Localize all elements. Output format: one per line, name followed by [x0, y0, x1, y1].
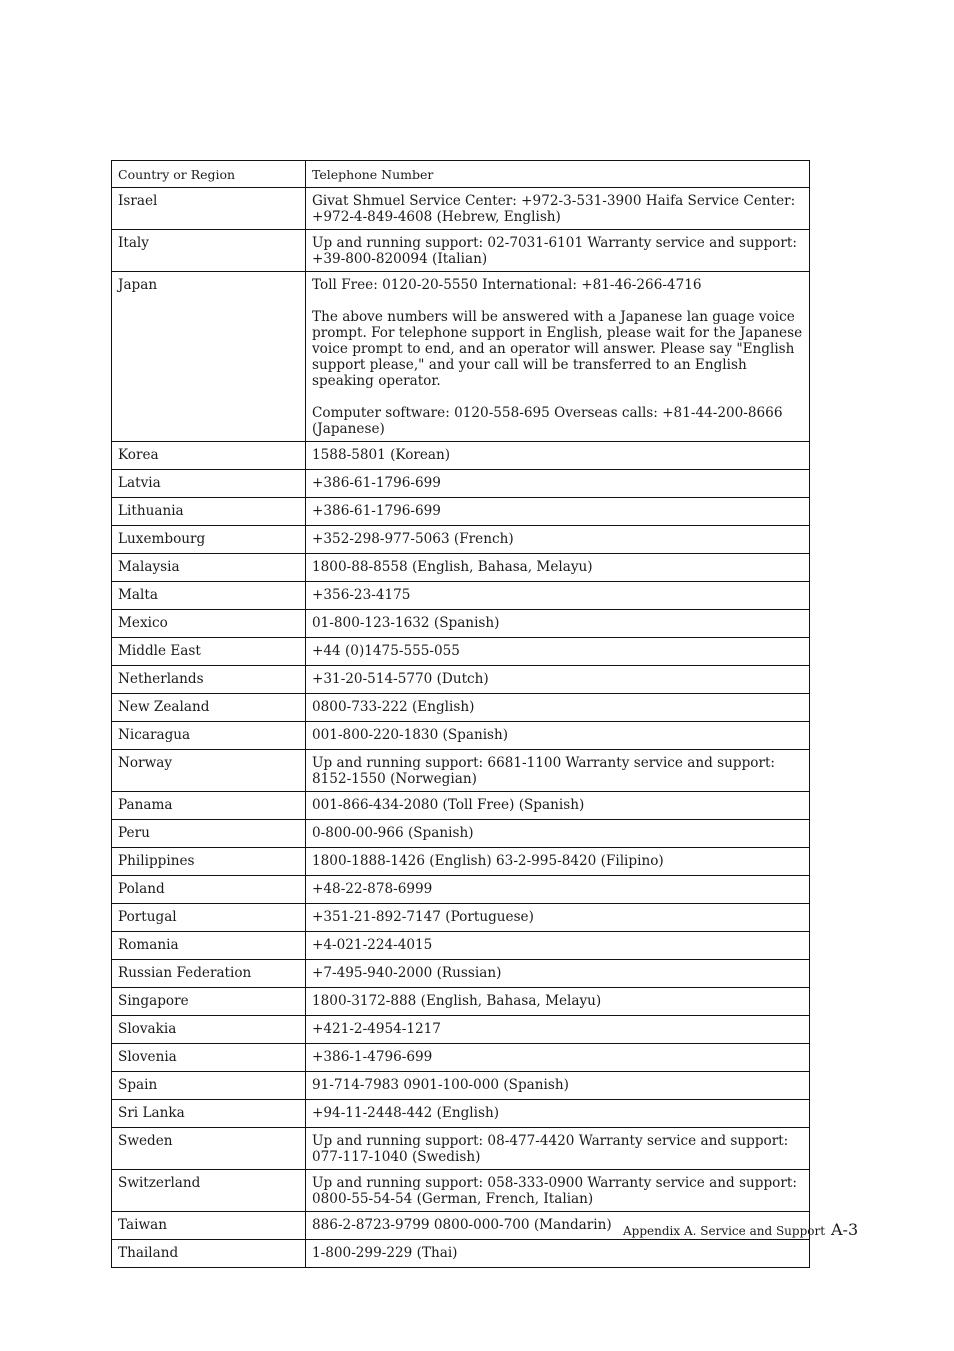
table-row: [112, 694, 810, 722]
phone-cell: [306, 1128, 810, 1170]
table-row: [112, 582, 810, 610]
country-cell: Mexico: [112, 610, 306, 638]
table-row: [112, 1044, 810, 1072]
phone-text: 1588-5801 (Korean): [312, 447, 451, 463]
country-cell: Taiwan: [112, 1212, 306, 1240]
phone-text: Up and running support: 058-333-0900 Warranty service and support: 0800-55-54-54 (German, French, Italian): [312, 1175, 797, 1207]
phone-text: Up and running support: 08-477-4420 Warranty service and support: 077-117-1040 (Swedish): [312, 1133, 789, 1165]
column-header-phone: Telephone Number: [306, 161, 810, 188]
phone-cell: [306, 960, 810, 988]
phone-text: 0800-733-222 (English): [312, 699, 475, 715]
phone-text: 1800-88-8558 (English, Bahasa, Melayu): [312, 559, 593, 575]
table-row: [112, 1100, 810, 1128]
table-row: [112, 750, 810, 792]
table-row: [112, 442, 810, 470]
phone-text: +94-11-2448-442 (English): [312, 1105, 500, 1121]
phone-text: +421-2-4954-1217: [312, 1021, 441, 1037]
table-row: [112, 904, 810, 932]
table-row: [112, 876, 810, 904]
phone-cell: [306, 792, 810, 820]
phone-cell: [306, 988, 810, 1016]
country-cell: Philippines: [112, 848, 306, 876]
phone-text: +48-22-878-6999: [312, 881, 433, 897]
country-cell: Peru: [112, 820, 306, 848]
country-cell: Singapore: [112, 988, 306, 1016]
table-row: [112, 272, 810, 442]
phone-text: +31-20-514-5770 (Dutch): [312, 671, 489, 687]
table-row: [112, 960, 810, 988]
phone-text: +44 (0)1475-555-055: [312, 643, 460, 659]
country-cell: Poland: [112, 876, 306, 904]
phone-cell: [306, 1016, 810, 1044]
country-cell: Thailand: [112, 1240, 306, 1268]
support-phone-table: [111, 160, 810, 1268]
phone-cell: [306, 582, 810, 610]
country-cell: Israel: [112, 188, 306, 230]
table-row: [112, 1016, 810, 1044]
table-row: [112, 1240, 810, 1268]
country-cell: Sri Lanka: [112, 1100, 306, 1128]
table-row: [112, 932, 810, 960]
phone-text: Up and running support: 02-7031-6101 Warranty service and support: +39-800-820094 (Italian): [312, 235, 797, 267]
phone-text: 91-714-7983 0901-100-000 (Spanish): [312, 1077, 569, 1093]
table-row: [112, 526, 810, 554]
table-row: [112, 498, 810, 526]
phone-text: 01-800-123-1632 (Spanish): [312, 615, 500, 631]
table-row: [112, 1072, 810, 1100]
phone-text: +386-1-4796-699: [312, 1049, 433, 1065]
country-cell: Switzerland: [112, 1170, 306, 1212]
page-number: A-3: [831, 1220, 859, 1239]
table-row: [112, 988, 810, 1016]
country-cell: New Zealand: [112, 694, 306, 722]
phone-cell: [306, 554, 810, 582]
country-cell: Spain: [112, 1072, 306, 1100]
phone-cell: [306, 638, 810, 666]
phone-text: 0-800-00-966 (Spanish): [312, 825, 474, 841]
phone-cell: [306, 820, 810, 848]
phone-text: Givat Shmuel Service Center: +972-3-531-3900 Haifa Service Center: +972-4-849-4608 (Hebrew, English): [312, 193, 796, 225]
phone-cell: [306, 230, 810, 272]
table-row: [112, 1170, 810, 1212]
country-cell: Luxembourg: [112, 526, 306, 554]
country-cell: Portugal: [112, 904, 306, 932]
country-cell: Slovakia: [112, 1016, 306, 1044]
table-row: [112, 666, 810, 694]
table-row: [112, 848, 810, 876]
phone-cell: [306, 188, 810, 230]
table-row: [112, 554, 810, 582]
table-row: [112, 470, 810, 498]
footer-section-label: Appendix A. Service and Support: [623, 1224, 826, 1238]
column-header-country: Country or Region: [112, 161, 306, 188]
phone-text: +386-61-1796-699: [312, 475, 441, 491]
country-cell: Russian Federation: [112, 960, 306, 988]
table-row: [112, 638, 810, 666]
country-cell: Italy: [112, 230, 306, 272]
table-body: [112, 188, 810, 1268]
phone-cell: [306, 470, 810, 498]
table-row: [112, 610, 810, 638]
phone-text: Toll Free: 0120-20-5550 International: +81-46-266-4716: [312, 277, 702, 293]
phone-cell: [306, 1044, 810, 1072]
phone-text: +4-021-224-4015: [312, 937, 433, 953]
phone-cell: [306, 498, 810, 526]
country-cell: Malta: [112, 582, 306, 610]
country-cell: Slovenia: [112, 1044, 306, 1072]
phone-text: +7-495-940-2000 (Russian): [312, 965, 502, 981]
phone-cell: [306, 848, 810, 876]
phone-cell: [306, 1072, 810, 1100]
phone-cell: [306, 694, 810, 722]
phone-cell: [306, 904, 810, 932]
country-cell: Norway: [112, 750, 306, 792]
phone-cell: [306, 442, 810, 470]
phone-cell: [306, 932, 810, 960]
phone-cell: [306, 722, 810, 750]
phone-text: 001-866-434-2080 (Toll Free) (Spanish): [312, 797, 585, 813]
phone-text: 1-800-299-229 (Thai): [312, 1245, 458, 1261]
country-cell: Latvia: [112, 470, 306, 498]
table-header-row: [112, 161, 810, 188]
phone-text: +352-298-977-5063 (French): [312, 531, 514, 547]
phone-cell: [306, 610, 810, 638]
phone-cell: [306, 750, 810, 792]
phone-cell: [306, 1240, 810, 1268]
phone-text: +351-21-892-7147 (Portuguese): [312, 909, 534, 925]
phone-cell: [306, 1100, 810, 1128]
country-cell: Romania: [112, 932, 306, 960]
phone-text: +356-23-4175: [312, 587, 411, 603]
country-cell: Nicaragua: [112, 722, 306, 750]
table-row: [112, 792, 810, 820]
country-cell: Middle East: [112, 638, 306, 666]
phone-cell: [306, 876, 810, 904]
phone-text: 1800-1888-1426 (English) 63-2-995-8420 (Filipino): [312, 853, 664, 869]
country-cell: Panama: [112, 792, 306, 820]
country-cell: Japan: [112, 272, 306, 442]
phone-text: Computer software: 0120-558-695 Overseas calls: +81-44-200-8666 (Japanese): [312, 405, 783, 437]
table-row: [112, 188, 810, 230]
phone-text: The above numbers will be answered with a Japanese lan guage voice prompt. For telephone support in English, please wait for the Japanese voice prompt to end, and an operator will answer. Please say "English support please," and your call will be transferred to an English speaking operator.: [312, 309, 803, 389]
phone-cell: [306, 526, 810, 554]
country-cell: Netherlands: [112, 666, 306, 694]
phone-text: 1800-3172-888 (English, Bahasa, Melayu): [312, 993, 602, 1009]
table-row: [112, 722, 810, 750]
phone-text: Up and running support: 6681-1100 Warranty service and support: 8152-1550 (Norwegian): [312, 755, 776, 787]
phone-text: 001-800-220-1830 (Spanish): [312, 727, 509, 743]
phone-cell: [306, 1170, 810, 1212]
country-cell: Korea: [112, 442, 306, 470]
country-cell: Lithuania: [112, 498, 306, 526]
phone-text: +386-61-1796-699: [312, 503, 441, 519]
phone-cell: [306, 272, 810, 442]
country-cell: Sweden: [112, 1128, 306, 1170]
table-row: [112, 230, 810, 272]
phone-cell: [306, 666, 810, 694]
table-row: [112, 1128, 810, 1170]
table-row: [112, 820, 810, 848]
phone-text: 886-2-8723-9799 0800-000-700 (Mandarin): [312, 1217, 612, 1233]
country-cell: Malaysia: [112, 554, 306, 582]
